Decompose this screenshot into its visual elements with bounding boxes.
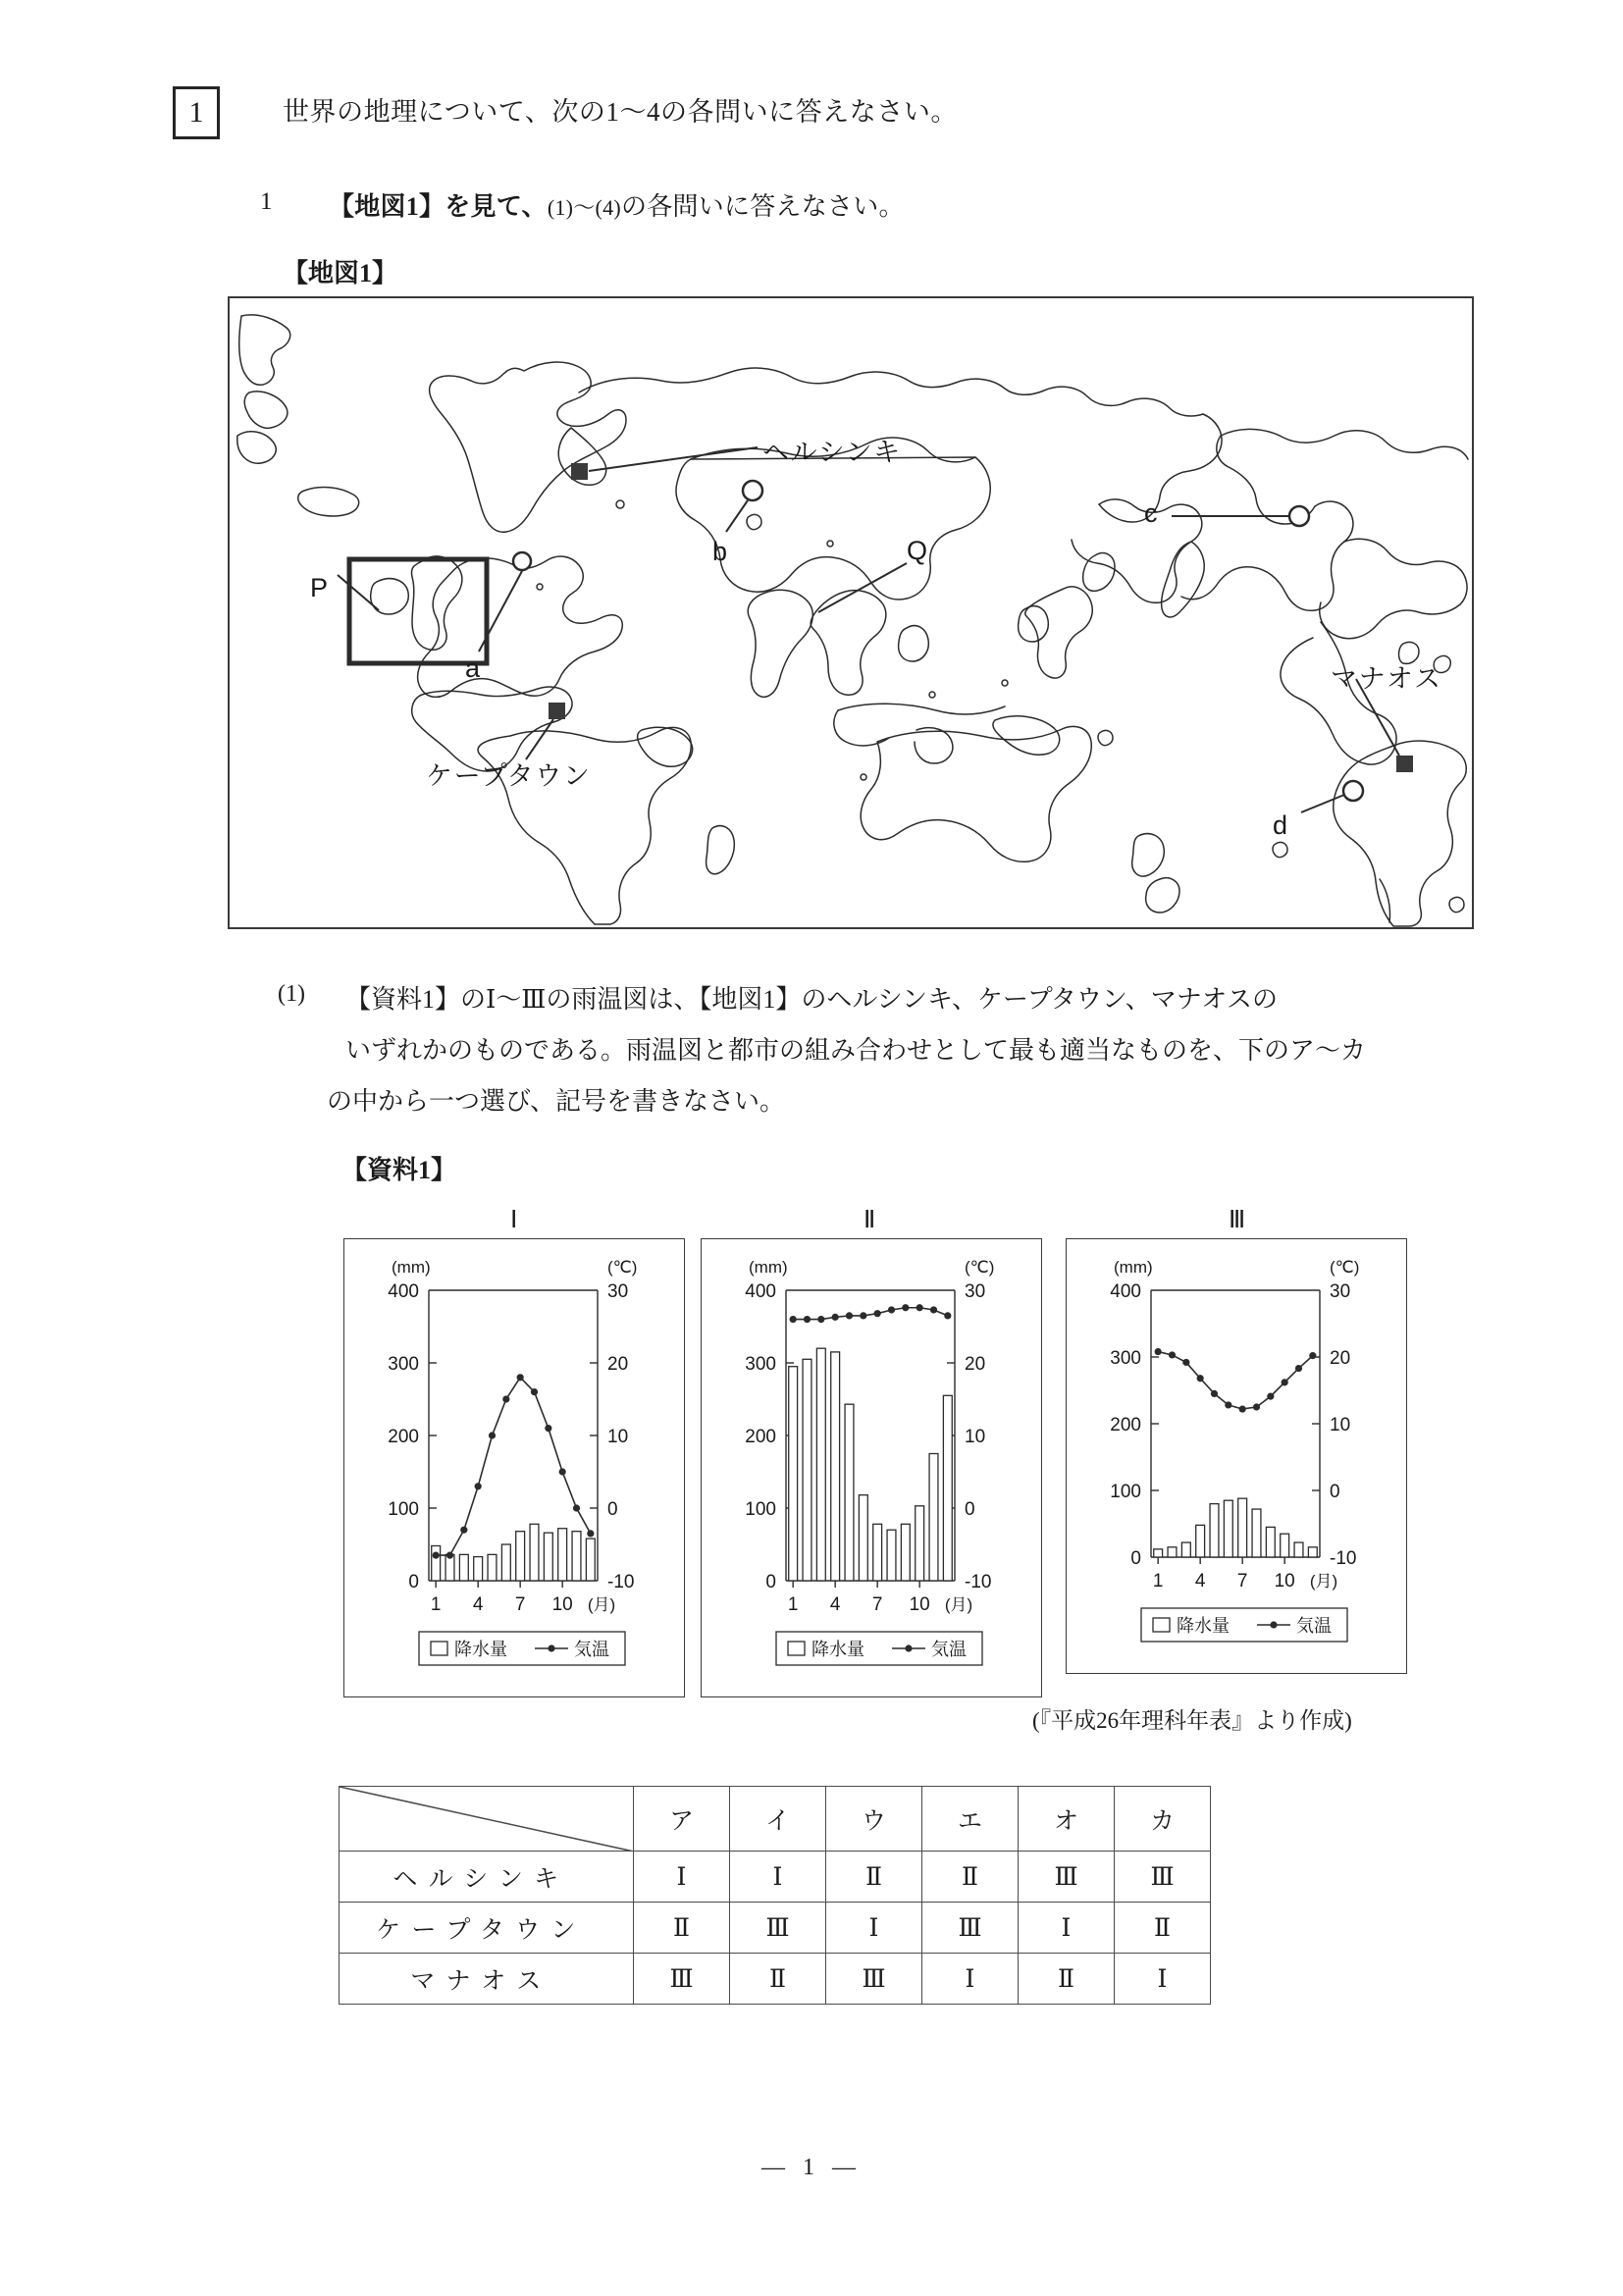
- map-region-P: [349, 559, 487, 663]
- svg-text:10: 10: [909, 1594, 930, 1615]
- svg-text:降水量: 降水量: [1177, 1616, 1230, 1636]
- chart-title-II: Ⅱ: [864, 1207, 876, 1233]
- marker-d: [1343, 781, 1363, 801]
- cell-manaus-e: Ⅰ: [922, 1954, 1019, 2005]
- svg-text:4: 4: [472, 1594, 484, 1615]
- q1-number: (1): [278, 981, 305, 1007]
- manaus-marker: [1396, 756, 1413, 772]
- svg-text:10: 10: [965, 1427, 986, 1447]
- table-row: [340, 1954, 1211, 2005]
- svg-text:0: 0: [607, 1499, 618, 1520]
- option-header-4: オ: [1019, 1787, 1115, 1852]
- capetown-marker: [549, 703, 565, 719]
- svg-text:30: 30: [965, 1281, 986, 1302]
- answer-options-table: [339, 1786, 1211, 2005]
- world-map: [228, 296, 1474, 929]
- cell-capetown-e: Ⅲ: [922, 1903, 1019, 1954]
- q1-line2: いずれかのものである。雨温図と都市の組み合わせとして最も適当なものを、下のア～カ: [345, 1036, 1367, 1065]
- chart-title-I: Ⅰ: [510, 1207, 518, 1233]
- svg-text:30: 30: [1330, 1281, 1351, 1302]
- svg-text:気温: 気温: [1296, 1616, 1332, 1636]
- map-label-Q: Q: [907, 536, 928, 565]
- svg-text:-10: -10: [607, 1572, 635, 1592]
- cell-manaus-o: Ⅱ: [1019, 1954, 1115, 2005]
- map-label-P: P: [310, 573, 329, 602]
- cell-helsinki-u: Ⅱ: [826, 1852, 922, 1903]
- svg-text:4: 4: [1194, 1571, 1206, 1592]
- svg-text:気温: 気温: [574, 1640, 609, 1659]
- shiryo-caption: 【資料1】: [341, 1156, 457, 1184]
- svg-text:0: 0: [408, 1572, 419, 1592]
- climate-chart-III: [1066, 1238, 1407, 1674]
- svg-text:-10: -10: [1330, 1548, 1357, 1569]
- svg-text:10: 10: [551, 1594, 573, 1615]
- cell-manaus-ka: Ⅰ: [1115, 1954, 1211, 2005]
- svg-text:10: 10: [1330, 1415, 1351, 1435]
- q1-line1: 【資料1】のⅠ～Ⅲの雨温図は、【地図1】のヘルシンキ、ケープタウン、マナオスの: [345, 985, 1279, 1014]
- row-city-capetown: ケープタウン: [340, 1903, 634, 1954]
- source-note: (『平成26年理科年表』より作成): [1032, 1708, 1352, 1733]
- subquestion-text-range: (1)～(4): [547, 195, 621, 220]
- svg-text:400: 400: [388, 1281, 419, 1302]
- svg-text:1: 1: [787, 1594, 799, 1615]
- marker-a: [513, 552, 531, 570]
- table-corner-cell: [340, 1787, 634, 1852]
- cell-helsinki-a: Ⅰ: [634, 1852, 730, 1903]
- svg-text:400: 400: [1110, 1281, 1141, 1302]
- svg-text:(mm): (mm): [392, 1258, 431, 1277]
- svg-text:100: 100: [745, 1499, 776, 1520]
- svg-text:(℃): (℃): [1330, 1258, 1360, 1277]
- svg-text:(℃): (℃): [607, 1258, 638, 1277]
- cell-helsinki-ka: Ⅲ: [1115, 1852, 1211, 1903]
- chart-title-III: Ⅲ: [1229, 1207, 1246, 1233]
- svg-text:10: 10: [607, 1427, 629, 1447]
- svg-text:100: 100: [1110, 1482, 1141, 1502]
- map-label-d: d: [1273, 810, 1288, 840]
- cell-manaus-i: Ⅱ: [730, 1954, 826, 2005]
- svg-text:1: 1: [1152, 1571, 1164, 1592]
- svg-text:7: 7: [871, 1594, 883, 1615]
- cell-manaus-a: Ⅲ: [634, 1954, 730, 2005]
- option-header-1: イ: [730, 1787, 826, 1852]
- subquestion-number: 1: [260, 188, 273, 215]
- row-city-manaus: マナオス: [340, 1954, 634, 2005]
- page-number: — 1 —: [761, 2155, 862, 2180]
- marker-b: [743, 481, 762, 500]
- question-number-box: 1: [173, 86, 220, 139]
- svg-text:20: 20: [965, 1354, 986, 1375]
- cell-capetown-i: Ⅲ: [730, 1903, 826, 1954]
- cell-capetown-o: Ⅰ: [1019, 1903, 1115, 1954]
- subquestion-text-post: の各問いに答えなさい。: [620, 192, 905, 221]
- question-heading: 世界の地理について、次の1～4の各問いに答えなさい。: [283, 97, 958, 127]
- svg-text:0: 0: [1330, 1482, 1340, 1502]
- map-label-c: c: [1144, 498, 1158, 528]
- svg-text:20: 20: [607, 1354, 629, 1375]
- svg-text:300: 300: [388, 1354, 419, 1375]
- svg-text:0: 0: [965, 1499, 975, 1520]
- svg-text:20: 20: [1330, 1348, 1351, 1369]
- map-label-helsinki: ヘルシンキ: [762, 438, 902, 467]
- marker-c: [1289, 506, 1309, 526]
- svg-text:(℃): (℃): [965, 1258, 995, 1277]
- svg-text:降水量: 降水量: [812, 1640, 864, 1659]
- svg-text:100: 100: [388, 1499, 419, 1520]
- cell-manaus-u: Ⅲ: [826, 1954, 922, 2005]
- subquestion-text-pre: 【地図1】を見て、: [329, 192, 548, 221]
- svg-text:7: 7: [1236, 1571, 1248, 1592]
- svg-text:0: 0: [1130, 1548, 1141, 1569]
- cell-helsinki-e: Ⅱ: [922, 1852, 1019, 1903]
- map-label-a: a: [465, 653, 481, 683]
- svg-text:400: 400: [745, 1281, 776, 1302]
- cell-helsinki-o: Ⅲ: [1019, 1852, 1115, 1903]
- subquestion-text: [329, 186, 905, 223]
- map-label-capetown: ケープタウン: [426, 761, 592, 791]
- svg-text:(mm): (mm): [1114, 1258, 1153, 1277]
- cell-capetown-a: Ⅱ: [634, 1903, 730, 1954]
- svg-text:(mm): (mm): [749, 1258, 788, 1277]
- svg-text:気温: 気温: [931, 1640, 967, 1659]
- map-label-b: b: [712, 537, 728, 566]
- svg-text:4: 4: [829, 1594, 841, 1615]
- helsinki-marker: [571, 463, 588, 480]
- cell-capetown-u: Ⅰ: [826, 1903, 922, 1954]
- climate-chart-II: [701, 1238, 1042, 1697]
- svg-text:降水量: 降水量: [454, 1640, 507, 1659]
- svg-text:1: 1: [430, 1594, 442, 1615]
- svg-text:30: 30: [607, 1281, 629, 1302]
- map-label-manaus: マナオス: [1331, 664, 1442, 694]
- option-header-5: カ: [1115, 1787, 1211, 1852]
- svg-text:(月): (月): [944, 1595, 973, 1614]
- option-header-0: ア: [634, 1787, 730, 1852]
- table-header-row: [340, 1787, 1211, 1852]
- option-header-2: ウ: [826, 1787, 922, 1852]
- svg-text:(月): (月): [1309, 1572, 1338, 1591]
- row-city-helsinki: ヘルシンキ: [340, 1852, 634, 1903]
- svg-text:10: 10: [1274, 1571, 1295, 1592]
- svg-text:7: 7: [514, 1594, 526, 1615]
- q1-line3: の中から一つ選び、記号を書きなさい。: [327, 1087, 785, 1116]
- table-row: [340, 1852, 1211, 1903]
- svg-text:200: 200: [388, 1427, 419, 1447]
- cell-capetown-ka: Ⅱ: [1115, 1903, 1211, 1954]
- map-caption: 【地図1】: [283, 259, 398, 287]
- option-header-3: エ: [922, 1787, 1019, 1852]
- svg-text:0: 0: [765, 1572, 776, 1592]
- svg-text:300: 300: [1110, 1348, 1141, 1369]
- cell-helsinki-i: Ⅰ: [730, 1852, 826, 1903]
- svg-text:(月): (月): [587, 1595, 616, 1614]
- svg-text:200: 200: [745, 1427, 776, 1447]
- svg-text:300: 300: [745, 1354, 776, 1375]
- table-row: [340, 1903, 1211, 1954]
- svg-text:-10: -10: [965, 1572, 992, 1592]
- svg-text:200: 200: [1110, 1415, 1141, 1435]
- climate-chart-I: [343, 1238, 685, 1697]
